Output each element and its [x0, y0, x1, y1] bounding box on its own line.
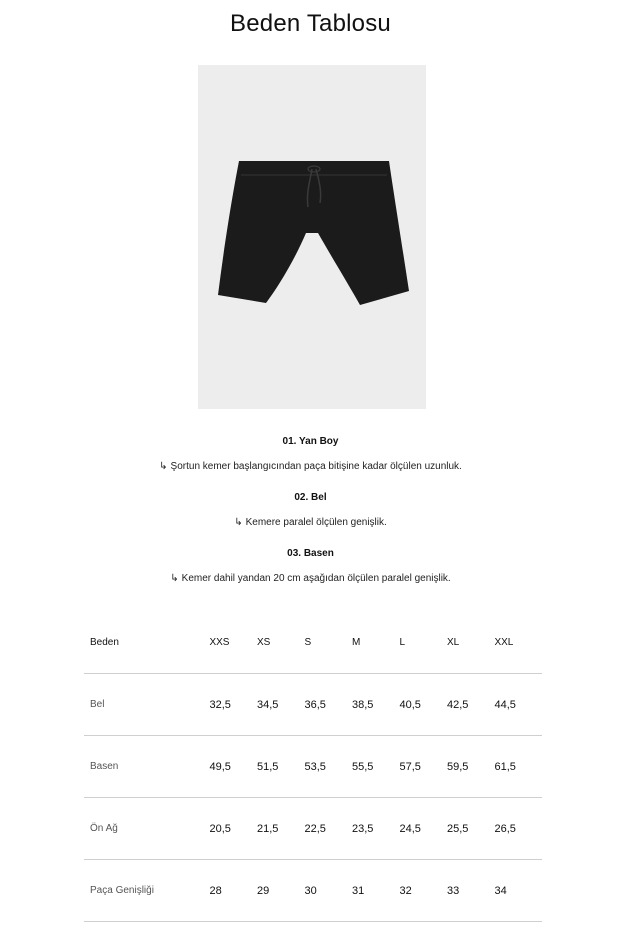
- table-cell: 57,5: [399, 736, 447, 798]
- arrow-icon: ↳: [234, 517, 243, 528]
- size-header: XXS: [209, 637, 230, 648]
- measurement-description-text: Kemer dahil yandan 20 cm aşağıdan ölçülen paralel genişlik.: [181, 573, 451, 584]
- table-cell: 61,5: [494, 736, 542, 798]
- header-label: Beden: [90, 637, 119, 648]
- table-cell: 23,5: [352, 798, 400, 860]
- table-cell: 21,5: [257, 798, 305, 860]
- measurement-yan-boy: [0, 435, 621, 474]
- measurement-bel: [0, 491, 621, 530]
- measurement-description: [0, 460, 621, 474]
- table-cell: 34: [494, 860, 542, 922]
- row-label: Bel: [84, 674, 209, 736]
- table-cell: 34,5: [257, 674, 305, 736]
- size-header: XS: [256, 637, 271, 648]
- table-cell: 25,5: [447, 798, 495, 860]
- size-header: M: [351, 637, 361, 648]
- size-header: S: [304, 637, 312, 648]
- product-image: [198, 65, 426, 409]
- table-cell: 29: [257, 860, 305, 922]
- table-cell: 42,5: [447, 674, 495, 736]
- table-cell: 53,5: [304, 736, 352, 798]
- table-row: [84, 860, 542, 922]
- table-cell: 36,5: [304, 674, 352, 736]
- table-cell: 55,5: [352, 736, 400, 798]
- measurement-title: 02. Bel: [294, 492, 327, 503]
- table-cell: 31: [352, 860, 400, 922]
- table-cell: 44,5: [494, 674, 542, 736]
- measurement-description-text: Kemere paralel ölçülen genişlik.: [245, 517, 387, 528]
- measurement-description: [0, 572, 621, 586]
- table-header-row: [84, 612, 542, 674]
- table-cell: 32: [399, 860, 447, 922]
- size-header: XL: [446, 637, 460, 648]
- row-label: Basen: [84, 736, 209, 798]
- table-cell: 20,5: [209, 798, 257, 860]
- shorts-icon: [198, 65, 426, 409]
- table-cell: 24,5: [399, 798, 447, 860]
- measurement-description: [0, 516, 621, 530]
- table-cell: 40,5: [399, 674, 447, 736]
- size-table: [84, 612, 542, 922]
- table-cell: 30: [304, 860, 352, 922]
- table-row: [84, 736, 542, 798]
- table-cell: 22,5: [304, 798, 352, 860]
- measurement-description-text: Şortun kemer başlangıcından paça bitişine kadar ölçülen uzunluk.: [170, 461, 462, 472]
- table-cell: 51,5: [257, 736, 305, 798]
- table-cell: 59,5: [447, 736, 495, 798]
- arrow-icon: ↳: [170, 573, 179, 584]
- table-row: [84, 674, 542, 736]
- table-cell: 26,5: [494, 798, 542, 860]
- measurement-title: 03. Basen: [287, 548, 334, 559]
- size-header: L: [399, 637, 406, 648]
- table-cell: 28: [209, 860, 257, 922]
- measurement-title: 01. Yan Boy: [282, 436, 339, 447]
- table-cell: 49,5: [209, 736, 257, 798]
- table-cell: 38,5: [352, 674, 400, 736]
- table-cell: 32,5: [209, 674, 257, 736]
- table-row: [84, 798, 542, 860]
- measurement-basen: [0, 547, 621, 586]
- row-label: Paça Genişliği: [84, 860, 209, 922]
- table-cell: 33: [447, 860, 495, 922]
- arrow-icon: ↳: [159, 461, 168, 472]
- row-label: Ön Ağ: [84, 798, 209, 860]
- page-title: Beden Tablosu: [230, 10, 391, 37]
- size-header: XXL: [494, 637, 514, 648]
